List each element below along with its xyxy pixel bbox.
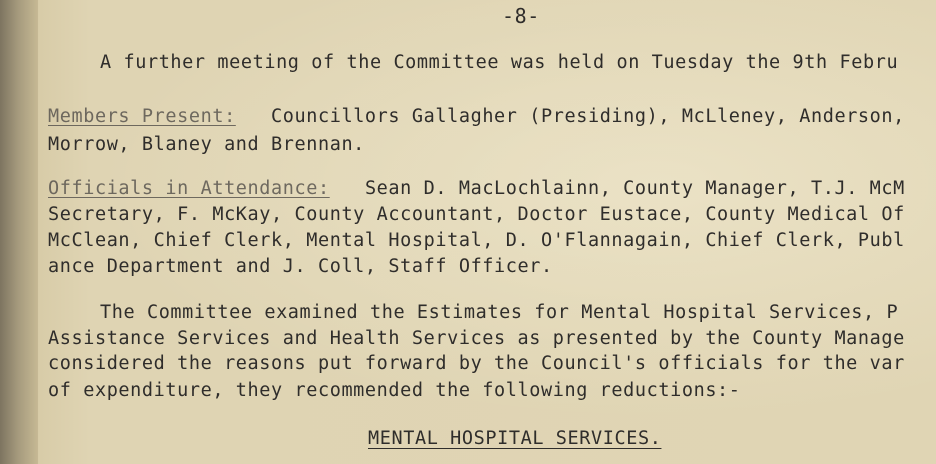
- estimates-paragraph-line-2: Assistance Services and Health Services as presented by the County Manage: [48, 328, 905, 349]
- members-present-continued: Morrow, Blaney and Brennan.: [48, 134, 365, 155]
- officials-continued-2: McClean, Chief Clerk, Mental Hospital, D. O'Flannagain, Chief Clerk, Publ: [48, 230, 905, 251]
- page-number: -8-: [502, 4, 540, 28]
- members-present-line: [48, 108, 905, 127]
- estimates-paragraph-line-3: considered the reasons put forward by the Council's officials for the var: [48, 353, 905, 374]
- estimates-paragraph-line-1: The Committee examined the Estimates for Mental Hospital Services, P: [100, 302, 899, 323]
- binding-edge: [0, 0, 38, 464]
- officials-text: Sean D. MacLochlainn, County Manager, T.J. McM: [364, 178, 905, 199]
- officials-line: [48, 180, 905, 199]
- officials-continued-1: Secretary, F. McKay, County Accountant, Doctor Eustace, County Medical Of: [48, 204, 905, 225]
- section-heading: MENTAL HOSPITAL SERVICES.: [368, 428, 662, 449]
- members-present-label: Members Present:: [48, 106, 236, 127]
- members-present-text: Councillors Gallagher (Presiding), McLleney, Anderson,: [271, 106, 905, 127]
- estimates-paragraph-line-4: of expenditure, they recommended the following reductions:-: [48, 380, 741, 401]
- officials-label: Officials in Attendance:: [48, 178, 330, 199]
- officials-continued-3: ance Department and J. Coll, Staff Officer.: [48, 256, 553, 277]
- meeting-intro-text: A further meeting of the Committee was held on Tuesday the 9th Febru: [100, 52, 899, 73]
